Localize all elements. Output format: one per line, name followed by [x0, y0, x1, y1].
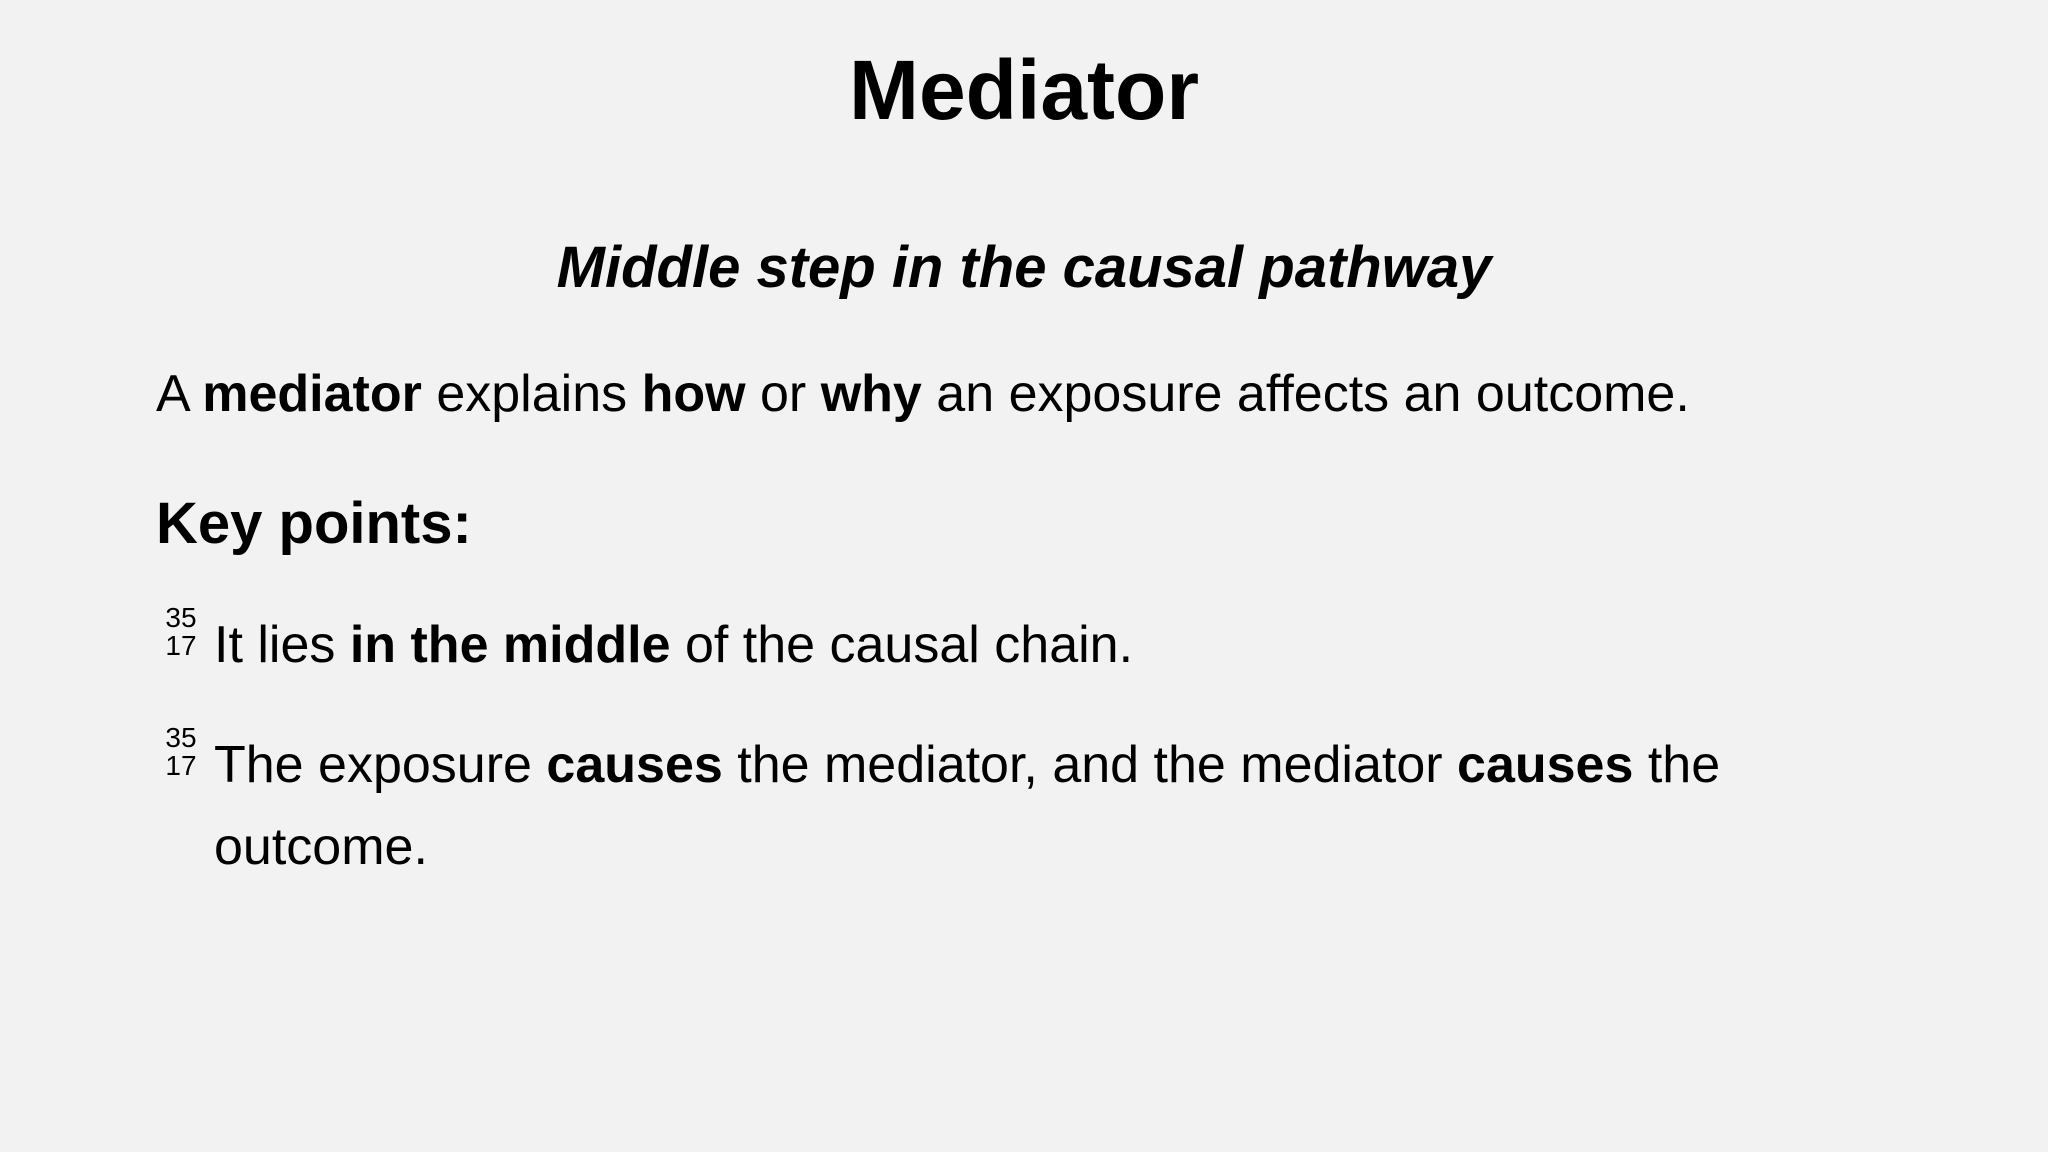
bullet-marker-top: 35 [165, 722, 197, 753]
bullet-marker-icon [159, 604, 203, 660]
list-item [156, 604, 1806, 686]
intro-text: A [156, 365, 203, 423]
bullet-marker-top: 35 [165, 602, 197, 633]
intro-text: explains [421, 365, 642, 423]
list-item [156, 724, 1806, 888]
bullet-bold-text: causes [1457, 736, 1634, 794]
intro-text: or [745, 365, 821, 423]
bullet-text: the mediator, and the mediator [722, 736, 1458, 794]
intro-bold-how: how [641, 365, 746, 423]
key-points-heading: Key points: [156, 491, 472, 556]
bullet-text: the outcome. [214, 736, 1721, 876]
bullet-text: The exposure [214, 736, 547, 794]
bullet-bold-text: in the middle [349, 616, 671, 674]
bullet-bold-text: causes [546, 736, 723, 794]
bullet-text: of the causal chain. [670, 616, 1134, 674]
bullet-text: It lies [214, 616, 350, 674]
intro-paragraph [156, 356, 1936, 432]
key-points-list [156, 604, 1806, 926]
bullet-marker-icon [159, 724, 203, 780]
intro-bold-mediator: mediator [202, 365, 422, 423]
intro-text: an exposure affects an outcome. [921, 365, 1690, 423]
slide-subtitle: Middle step in the causal pathway [556, 235, 1492, 300]
bullet-marker-bottom: 17 [165, 750, 197, 781]
slide-title: Mediator [848, 43, 1200, 137]
intro-bold-why: why [820, 365, 922, 423]
bullet-marker-bottom: 17 [165, 630, 197, 661]
